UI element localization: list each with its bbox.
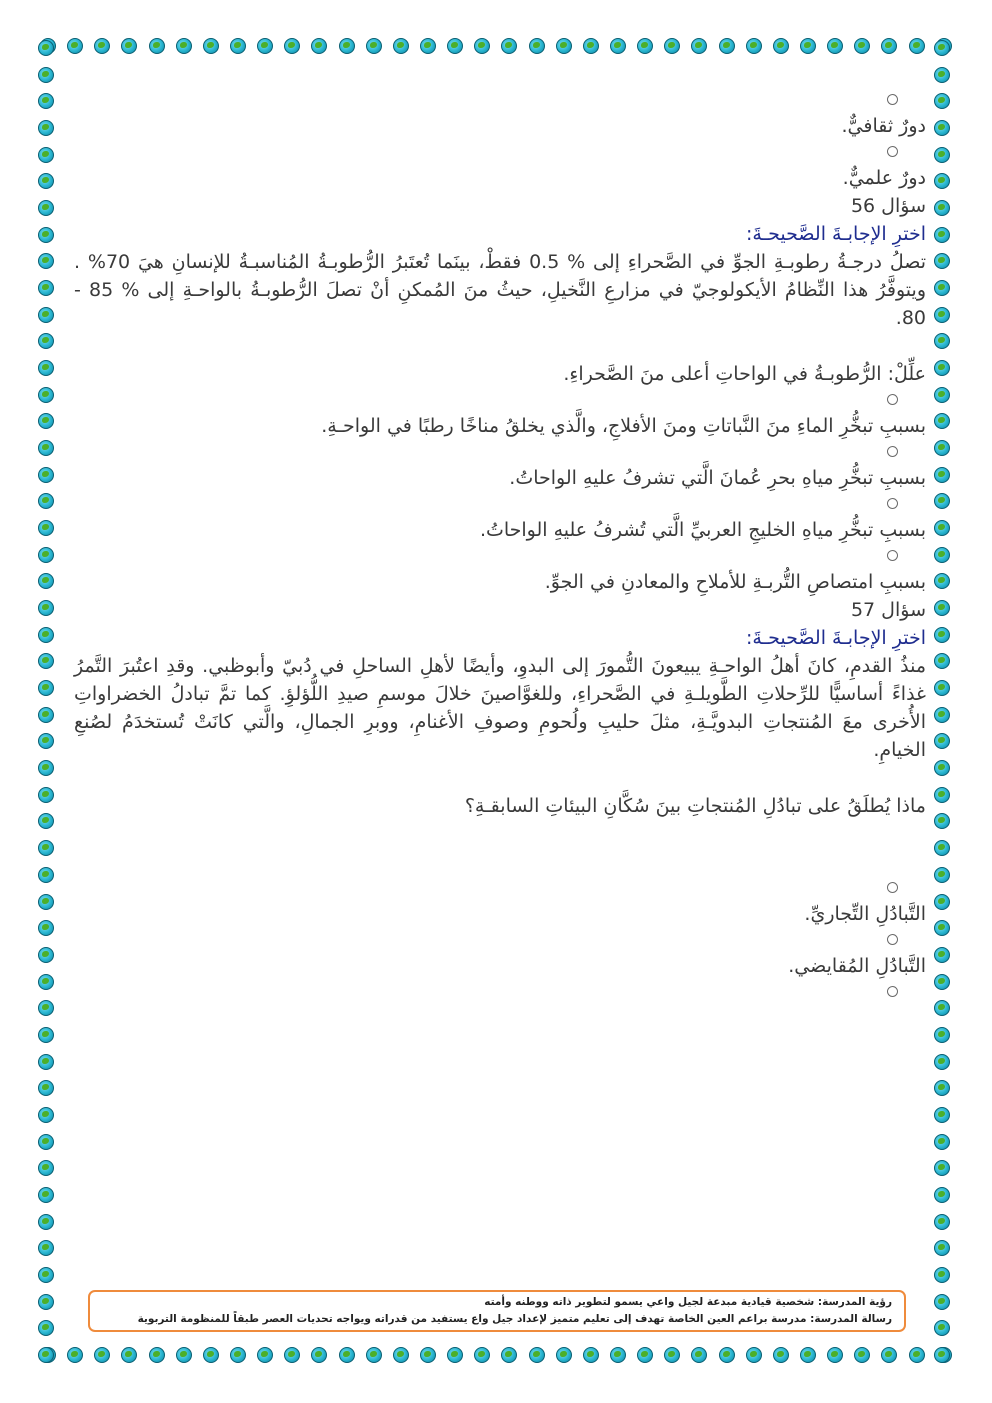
radio-button[interactable] xyxy=(887,498,898,509)
globe-icon xyxy=(583,1347,599,1363)
globe-icon xyxy=(38,547,54,563)
globe-icon xyxy=(746,1347,762,1363)
globe-icon xyxy=(38,467,54,483)
question-prompt: ماذا يُطلَقُ على تبادُلِ المُنتجاتِ بينَ سُكَّانِ البيئاتِ السابقـةِ؟ xyxy=(464,795,926,817)
globe-icon xyxy=(934,787,950,803)
globe-icon xyxy=(934,653,950,669)
radio-button[interactable] xyxy=(887,986,898,997)
globe-icon xyxy=(339,38,355,54)
globe-icon xyxy=(474,38,490,54)
globe-icon xyxy=(583,38,599,54)
globe-icon xyxy=(38,600,54,616)
globe-icon xyxy=(691,1347,707,1363)
globe-icon xyxy=(257,38,273,54)
globe-icon xyxy=(38,493,54,509)
globe-icon xyxy=(501,1347,517,1363)
globe-icon xyxy=(934,467,950,483)
globe-icon xyxy=(311,1347,327,1363)
globe-icon xyxy=(38,440,54,456)
globe-icon xyxy=(934,40,950,56)
option-label: دورٌ ثقافيٌّ. xyxy=(841,115,926,137)
globe-icon xyxy=(934,1240,950,1256)
globe-icon xyxy=(339,1347,355,1363)
option-label: بسببِ تبخُّرِ مياهِ بحرِ عُمانَ الَّتي تشرفُ عليهِ الواحاتُ. xyxy=(509,467,926,489)
globe-icon xyxy=(176,38,192,54)
globe-icon xyxy=(934,1054,950,1070)
globe-icon xyxy=(934,733,950,749)
globe-icon xyxy=(38,1214,54,1230)
globe-icon xyxy=(38,813,54,829)
globe-icon xyxy=(934,520,950,536)
radio-button[interactable] xyxy=(887,94,898,105)
question-number: سؤال 57 xyxy=(850,599,926,621)
page-border-left xyxy=(38,40,58,1363)
globe-icon xyxy=(827,38,843,54)
globe-icon xyxy=(38,947,54,963)
globe-icon xyxy=(38,1080,54,1096)
globe-icon xyxy=(67,1347,83,1363)
globe-icon xyxy=(94,1347,110,1363)
globe-icon xyxy=(38,1347,54,1363)
page-border-bottom xyxy=(40,1347,952,1367)
option-label: بسببِ امتصاصِ التُّربـةِ للأملاحِ والمعادنِ في الجوِّ. xyxy=(544,571,926,593)
globe-icon xyxy=(934,93,950,109)
globe-icon xyxy=(934,627,950,643)
globe-icon xyxy=(38,974,54,990)
globe-icon xyxy=(176,1347,192,1363)
option-label: التَّبادُلِ التِّجاريِّ. xyxy=(804,903,926,925)
radio-button[interactable] xyxy=(887,934,898,945)
globe-icon xyxy=(934,707,950,723)
globe-icon xyxy=(881,38,897,54)
globe-icon xyxy=(934,840,950,856)
globe-icon xyxy=(800,38,816,54)
globe-icon xyxy=(934,947,950,963)
globe-icon xyxy=(38,627,54,643)
globe-icon xyxy=(934,1267,950,1283)
globe-icon xyxy=(934,333,950,349)
globe-icon xyxy=(38,227,54,243)
globe-icon xyxy=(257,1347,273,1363)
globe-icon xyxy=(38,387,54,403)
globe-icon xyxy=(529,1347,545,1363)
globe-icon xyxy=(38,867,54,883)
globe-icon xyxy=(284,38,300,54)
globe-icon xyxy=(934,173,950,189)
globe-icon xyxy=(38,1240,54,1256)
globe-icon xyxy=(38,93,54,109)
globe-icon xyxy=(38,1320,54,1336)
globe-icon xyxy=(934,1107,950,1123)
page-border-right xyxy=(934,40,954,1363)
option-label: دورٌ علميٌّ. xyxy=(842,167,926,189)
globe-icon xyxy=(556,38,572,54)
globe-icon xyxy=(38,1027,54,1043)
option-label: التَّبادُلِ المُقايضي. xyxy=(788,955,926,977)
globe-icon xyxy=(934,867,950,883)
globe-icon xyxy=(203,38,219,54)
globe-icon xyxy=(284,1347,300,1363)
globe-icon xyxy=(38,840,54,856)
globe-icon xyxy=(38,1054,54,1070)
globe-icon xyxy=(149,38,165,54)
globe-icon xyxy=(38,120,54,136)
globe-icon xyxy=(934,440,950,456)
globe-icon xyxy=(230,1347,246,1363)
globe-icon xyxy=(38,894,54,910)
globe-icon xyxy=(934,493,950,509)
question-passage: تصلُ درجـةُ رطوبـةِ الجوِّ في الصَّحراءِ إلى % 0.5 فقطْ، بينَما تُعتَبرُ الرُّطوبـةُ المُناسبـةُ للإنسانِ هيَ 70% . ويتوفَّرُ هذا النِّظامُ الأيكولوجيّ في مزارعِ النَّخيلِ، حيثُ منَ المُمكنِ أنْ تصلَ الرُّطوبـةُ بالواحـةِ إلى % 85 - 80. xyxy=(74,251,926,329)
globe-icon xyxy=(719,38,735,54)
school-vision: رؤية المدرسة: شخصية قيادية مبدعة لجيل واعي يسمو لتطوير ذاته ووطنه وأمته xyxy=(484,1296,892,1308)
globe-icon xyxy=(881,1347,897,1363)
globe-icon xyxy=(38,360,54,376)
school-footer xyxy=(88,1290,906,1332)
globe-icon xyxy=(38,1294,54,1310)
question-instruction: اخترِ الإجابـةَ الصَّحيحـةَ: xyxy=(746,223,926,245)
globe-icon xyxy=(447,1347,463,1363)
globe-icon xyxy=(38,920,54,936)
globe-icon xyxy=(854,38,870,54)
globe-icon xyxy=(934,680,950,696)
page-border-top xyxy=(40,38,952,58)
globe-icon xyxy=(934,1214,950,1230)
globe-icon xyxy=(38,67,54,83)
globe-icon xyxy=(38,1107,54,1123)
radio-button[interactable] xyxy=(887,146,898,157)
globe-icon xyxy=(38,733,54,749)
globe-icon xyxy=(934,760,950,776)
globe-icon xyxy=(94,38,110,54)
globe-icon xyxy=(934,1294,950,1310)
globe-icon xyxy=(773,1347,789,1363)
globe-icon xyxy=(121,1347,137,1363)
radio-button[interactable] xyxy=(887,882,898,893)
globe-icon xyxy=(366,38,382,54)
globe-icon xyxy=(934,120,950,136)
globe-icon xyxy=(854,1347,870,1363)
globe-icon xyxy=(38,1160,54,1176)
globe-icon xyxy=(934,1347,950,1363)
globe-icon xyxy=(934,813,950,829)
globe-icon xyxy=(934,573,950,589)
globe-icon xyxy=(610,38,626,54)
globe-icon xyxy=(934,1187,950,1203)
globe-icon xyxy=(38,253,54,269)
globe-icon xyxy=(934,307,950,323)
globe-icon xyxy=(691,38,707,54)
globe-icon xyxy=(934,387,950,403)
globe-icon xyxy=(230,38,246,54)
globe-icon xyxy=(934,1134,950,1150)
globe-icon xyxy=(38,1267,54,1283)
question-instruction: اخترِ الإجابـةَ الصَّحيحـةَ: xyxy=(746,627,926,649)
globe-icon xyxy=(934,974,950,990)
globe-icon xyxy=(664,38,680,54)
globe-icon xyxy=(38,707,54,723)
globe-icon xyxy=(149,1347,165,1363)
globe-icon xyxy=(664,1347,680,1363)
globe-icon xyxy=(637,38,653,54)
globe-icon xyxy=(934,227,950,243)
globe-icon xyxy=(393,1347,409,1363)
globe-icon xyxy=(67,38,83,54)
question-number: سؤال 56 xyxy=(850,195,926,217)
globe-icon xyxy=(393,38,409,54)
option-label: بسببِ تبخُّرِ الماءِ منَ النَّباتاتِ ومنَ الأفلاجِ، والَّذي يخلقُ مناخًا رطبًا في الواحـةِ. xyxy=(321,415,926,437)
quiz-content xyxy=(74,88,926,1004)
globe-icon xyxy=(121,38,137,54)
globe-icon xyxy=(38,760,54,776)
radio-button[interactable] xyxy=(887,394,898,405)
globe-icon xyxy=(719,1347,735,1363)
globe-icon xyxy=(38,573,54,589)
globe-icon xyxy=(474,1347,490,1363)
globe-icon xyxy=(934,1027,950,1043)
globe-icon xyxy=(934,1000,950,1016)
globe-icon xyxy=(800,1347,816,1363)
globe-icon xyxy=(909,1347,925,1363)
globe-icon xyxy=(637,1347,653,1363)
globe-icon xyxy=(827,1347,843,1363)
globe-icon xyxy=(934,280,950,296)
globe-icon xyxy=(934,200,950,216)
globe-icon xyxy=(501,38,517,54)
globe-icon xyxy=(38,307,54,323)
option-label: بسببِ تبخُّرِ مياهِ الخليجِ العربيِّ الَّتي تُشرفُ عليهِ الواحاتُ. xyxy=(479,519,926,541)
globe-icon xyxy=(38,787,54,803)
globe-icon xyxy=(38,1000,54,1016)
globe-icon xyxy=(38,1187,54,1203)
globe-icon xyxy=(934,920,950,936)
globe-icon xyxy=(934,1160,950,1176)
globe-icon xyxy=(529,38,545,54)
globe-icon xyxy=(38,40,54,56)
globe-icon xyxy=(934,547,950,563)
globe-icon xyxy=(38,653,54,669)
globe-icon xyxy=(447,38,463,54)
radio-button[interactable] xyxy=(887,446,898,457)
globe-icon xyxy=(934,1320,950,1336)
globe-icon xyxy=(38,1134,54,1150)
globe-icon xyxy=(38,280,54,296)
globe-icon xyxy=(38,147,54,163)
globe-icon xyxy=(38,413,54,429)
globe-icon xyxy=(38,200,54,216)
globe-icon xyxy=(934,360,950,376)
globe-icon xyxy=(38,173,54,189)
globe-icon xyxy=(38,680,54,696)
question-prompt: علِّلْ: الرُّطوبـةُ في الواحاتِ أعلى منَ الصَّحراءِ. xyxy=(563,363,926,385)
globe-icon xyxy=(420,38,436,54)
globe-icon xyxy=(934,413,950,429)
globe-icon xyxy=(746,38,762,54)
globe-icon xyxy=(420,1347,436,1363)
globe-icon xyxy=(556,1347,572,1363)
globe-icon xyxy=(366,1347,382,1363)
globe-icon xyxy=(934,894,950,910)
globe-icon xyxy=(610,1347,626,1363)
school-mission: رسالة المدرسة: مدرسة براعم العين الخاصة تهدف إلى تعليم متميز لإعداد جيل واع يستفيد من قدراته ويواجه تحديات العصر طبقاً للمنظومة التربوية xyxy=(137,1313,892,1325)
radio-button[interactable] xyxy=(887,550,898,561)
globe-icon xyxy=(934,67,950,83)
globe-icon xyxy=(934,253,950,269)
globe-icon xyxy=(934,600,950,616)
globe-icon xyxy=(934,1080,950,1096)
globe-icon xyxy=(773,38,789,54)
globe-icon xyxy=(38,333,54,349)
globe-icon xyxy=(934,147,950,163)
globe-icon xyxy=(203,1347,219,1363)
globe-icon xyxy=(38,520,54,536)
globe-icon xyxy=(311,38,327,54)
question-passage: منذُ القدمِ، كانَ أهلُ الواحـةِ يبيعونَ التُّمورَ إلى البدوِ، وأيضًا لأهلِ الساحلِ في دُبيّ وأبوظبي. وقدِ اعتُبرَ التَّمرُ غذاءً أساسيًّا للرِّحلاتِ الطَّويلـةِ في الصَّحراءِ، وللغوَّاصينَ خلالَ موسمِ صيدِ اللُّؤلؤِ. كما تمَّ تبادلُ الخضراواتِ الأُخرى معَ المُنتجاتِ البدويَّـةِ، مثلَ حليبِ ولُحومِ وصوفِ الأغنامِ، ووبرِ الجمالِ، والَّتي كانَتْ تُستخدَمُ لصُنعِ الخيامِ. xyxy=(74,655,926,761)
globe-icon xyxy=(909,38,925,54)
